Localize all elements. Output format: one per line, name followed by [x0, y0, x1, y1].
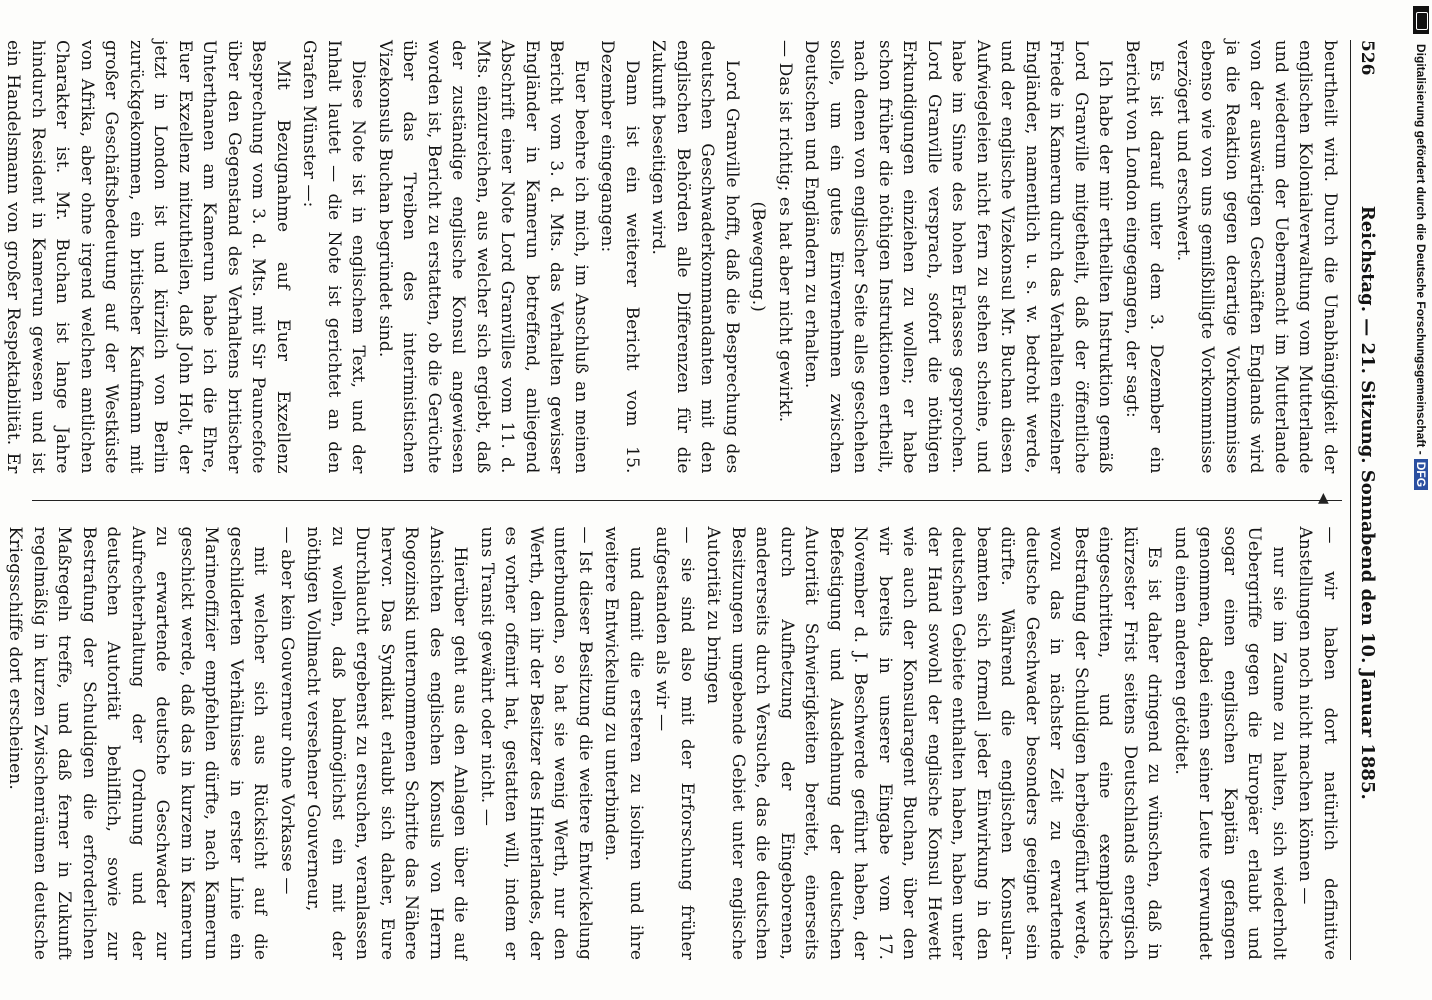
left-column — [3, 40, 1342, 474]
paragraph: — sie sind also mit der Erforschung früher aufgestanden als wir — — [652, 526, 697, 960]
paragraph: — aber kein Gouverneur ohne Vorkasse — — [277, 526, 297, 895]
arrow-icon: ▲ — [1318, 490, 1329, 506]
page-title: Reichstag. — 21. Sitzung. Sonnabend den 10. Januar 1885. — [1357, 205, 1378, 800]
paragraph: nur sie im Zaume zu halten, sich wiederholt Uebergriffe gegen die Europäer erlaubt und sogar einen englischen Kapitän gefangen genommen, dabei einen seiner Leute verwundet und einen anderen getödtet. — [1171, 526, 1289, 960]
paragraph: Mit Bezugnahme auf Euer Exzellenz Besprechung vom 3. d. Mts. mit Sir Pauncefote über den Gegenstand des Verhaltens britischer Unterthanen am Kamerun habe ich die Ehre, Euer Exzellenz mitzutheilen, daß John Holt, der jetzt in London ist und kürzlich von Berlin zurückgekommen, ein britischer Kaufmann mit großer Geschäftsbedeutung auf der Westküste von Afrika, aber ohne irgend welchen amtlichen Charakter ist. Mr. Buchan ist lange Jahre hindurch Resident in Kamerun gewesen und ist ein Handelsmann von großer Respektabilität. Er — [3, 40, 293, 474]
paragraph: — Ist dieser Besitzung die weitere Entwickelung unterbunden, so hat sie wenig Werth, nur den Werth, den ihr der Besitzer des Hinterlandes, der es vorher offenirt hat, gestatten will, indem er uns Transit gewährt oder nicht. — — [477, 526, 595, 960]
paragraph: Es ist darauf unter dem 3. Dezember ein Bericht von London eingegangen, der sagt: — [1122, 40, 1167, 474]
column-divider — [32, 500, 1342, 501]
digitization-credit — [1410, 44, 1432, 984]
paragraph: — Das ist richtig; es hat aber nicht gewirkt. — [775, 40, 795, 423]
paragraph: Diese Note ist in englischem Text, und der Inhalt lautet — die Note ist gerichtet an den Grafen Münster —: — [299, 40, 369, 474]
credit-text: Digitalisierung gefördert durch die Deutsche Forschungsgemeinschaft - — [1414, 44, 1428, 455]
paragraph: mit welcher sich aus Rücksicht auf die geschilderten Verhältnisse in erster Linie ein Marineoffizier empfehlen dürfte, nach Kamerun geschickt werde, daß das in kurzem in Kamerun zu erwartende deutsche Geschwader zur Aufrechterhaltung der Ordnung und der deutschen Autorität behilflich, sowie zur Bestrafung der Schuldigen die erforderlichen Maßregeln treffe, und daß ferner in Zukunft regelmäßig in kurzen Zwischenräumen deutsche Kriegsschiffe dort erscheinen. — [5, 526, 271, 960]
page-number: 526 — [1357, 40, 1377, 76]
paragraph: beurtheilt wird. Durch die Unabhängigkeit der englischen Kolonialverwaltung vom Mutterlande und wiederum der Uebermacht im Mutterlande von der auswärtigen Geschäften Englands wird ja die Reaktion gegen derartige Vorkommnisse ebenso wie von uns gemißbilligte Vorkommnisse verzögert und erschwert. — [1173, 40, 1340, 474]
paragraph: Es ist daher dringend zu wünschen, daß in kürzester Frist seitens Deutschlands energisch eingeschritten, und eine exemplarische Bestrafung der Schuldigen herbeigeführt werde, wozu das in nächster Zeit zu erwartende deutsche Geschwader besonders geeignet sein dürfte. Während die englischen Konsular-beamten sich formell jeder Einwirkung in den deutschen Gebiete enthalten haben, haben unter der Hand sowohl der englische Konsul Hewett wie auch der Konsularagent Buchan, über den wir bereits in unserer Eingabe vom 17. November d. J. Beschwerde geführt haben, der Befestigung und Ausdehnung der deutschen Autorität Schwierigkeiten bereitet, einerseits durch Aufhetzung der Eingeborenen, andererseits durch Versuche, das die deutschen Besitzungen umgebende Gebiet unter englische Autorität zu bringen — [703, 526, 1165, 960]
text-columns — [3, 40, 1351, 960]
paragraph: — wir haben dort natürlich definitive Anstellungen noch nicht machen können — — [1295, 526, 1340, 960]
dfg-badge: DFG — [1414, 459, 1428, 490]
paragraph: und damit die ersteren zu isoliren und ihre weitere Entwickelung zu unterbinden. — [601, 526, 646, 960]
right-column — [5, 526, 1342, 961]
paragraph: (Bewegung.) — [748, 201, 769, 313]
paragraph: Ich habe der mir ertheilten Instruktion gemäß Lord Granville mitgetheilt, daß der öffentliche Friede in Kamerun durch das Verhalten einzelner Engländer, namentlich u. s. w. bedroht werde, und der englische Vizekonsul Mr. Buchan diesen Aufwiegeleien nicht fern zu stehen scheine, und habe im Sinne des hohen Erlasses gesprochen. Lord Granville versprach, sofort die nöthigen Erkundigungen einziehen zu wollen; er habe schon früher die nöthigen Instruktionen ertheilt, nach denen von englischer Seite alles geschehen solle, um ein gutes Einvernehmen zwischen Deutschen und Engländern zu erhalten. — [801, 40, 1116, 474]
paragraph: Hierüber geht aus den Anlagen über die auf Ansichten des englischen Konsuls von Herrn Rogozinski unternommenen Schritte das Nähere hervor. Das Syndikat erlaubt sich daher, Eure Durchlaucht ergebenst zu ersuchen, veranlassen zu wollen, daß baldmöglichst ein mit der nöthigen Vollmacht versehener Gouverneur, — [303, 526, 471, 960]
paragraph: Euer beehre ich mich, im Anschluß an meinen Bericht vom 3. d. Mts. das Verhalten gewisser Engländer in Kamerun betreffend, anliegend Abschrift einer Note Lord Granvilles vom 11. d. Mts. einzureichen, aus welcher sich ergiebt, daß der zuständige englische Konsul angewiesen worden ist, Bericht zu erstatten, ob die Gerüchte über das Treiben des interimistischen Vizekonsuls Buchan begründet sind. — [375, 40, 591, 474]
paragraph — [0, 527, 1, 961]
digitization-margin — [1410, 0, 1432, 1000]
page-header — [1351, 40, 1378, 960]
scan-target-icon — [1413, 6, 1429, 34]
paragraph: Dann ist ein weiterer Bericht vom 15. Dezember eingegangen: — [597, 40, 642, 474]
paragraph: Lord Granville hofft, daß die Besprechung des deutschen Geschwaderkommandanten mit den englischen Behörden alle Differenzen für die Zukunft beseitigen wird. — [648, 40, 742, 474]
